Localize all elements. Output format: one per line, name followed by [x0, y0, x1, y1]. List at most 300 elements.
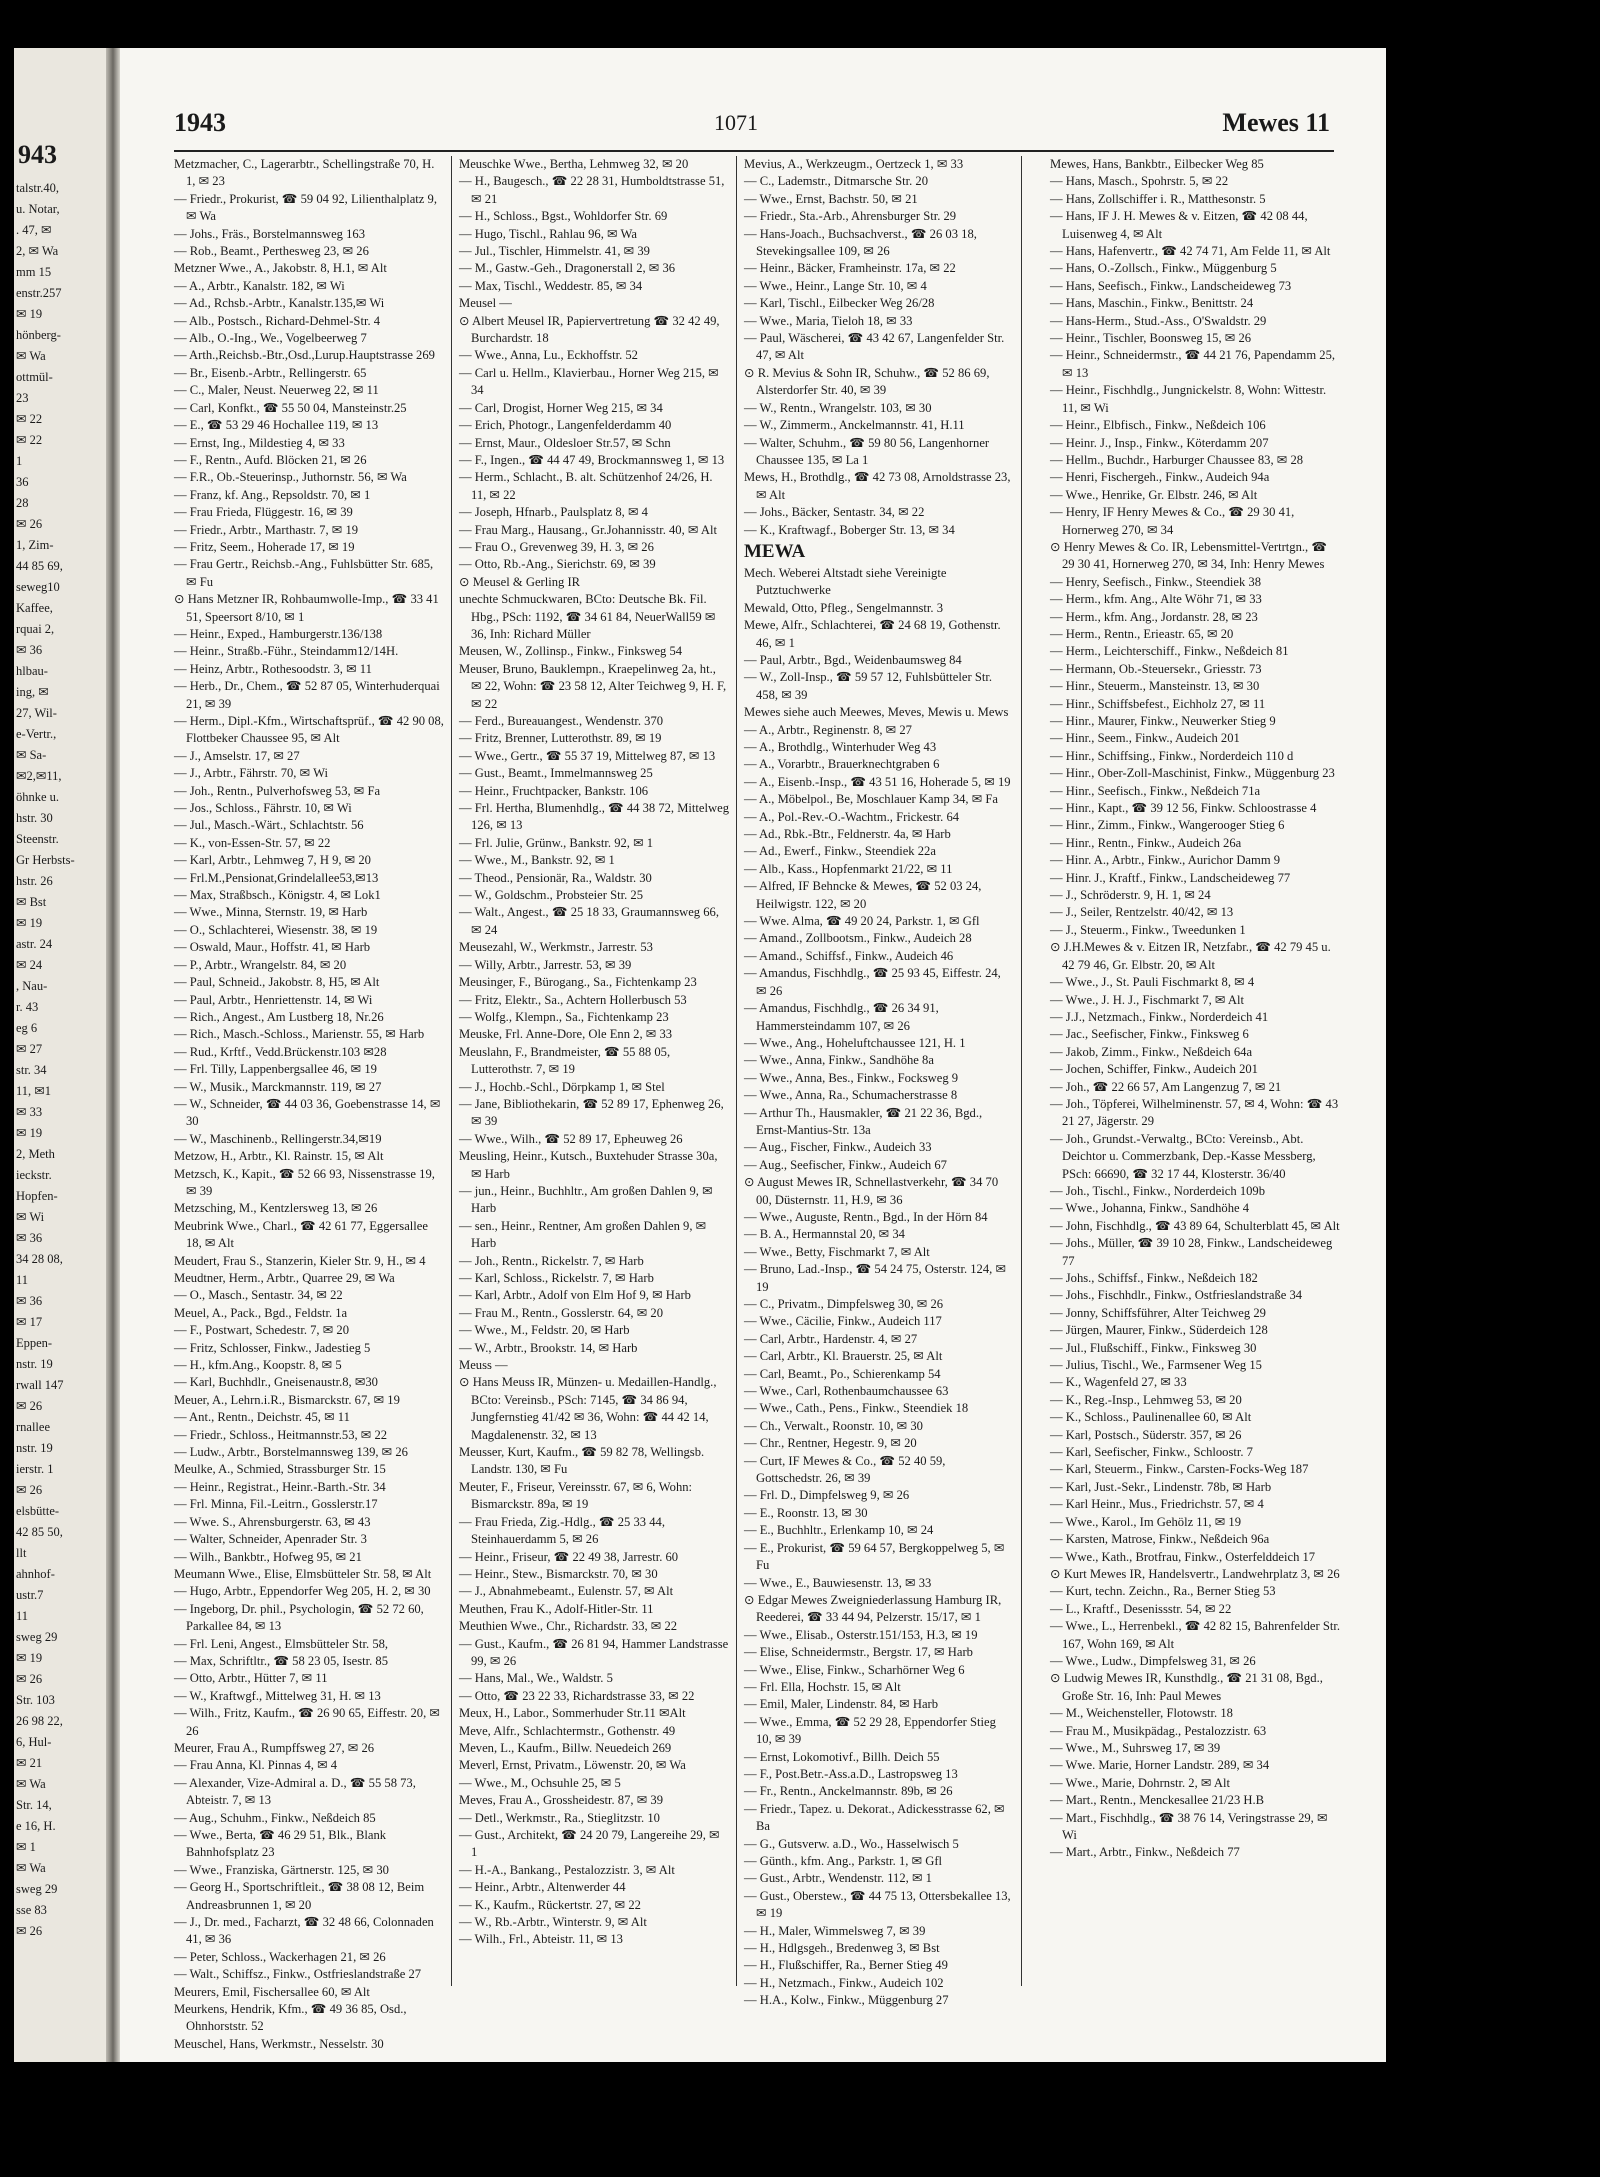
directory-entry: — Karl, Steuerm., Finkw., Carsten-Focks-Weg 187: [1050, 1462, 1309, 1477]
directory-entry: — Rob., Beamt., Perthesweg 23, ✉ 26: [174, 244, 369, 259]
directory-entry: — Friedr., Tapez. u. Dekorat., Adickesstrasse 62, ✉ Ba: [744, 1801, 1005, 1834]
page-number: 1071: [714, 110, 758, 135]
directory-entry: — Heinr., Straßb.-Führ., Steindamm12/14H.: [174, 644, 399, 659]
directory-entry: — Amand., Zollbootsm., Finkw., Audeich 28: [744, 931, 972, 946]
directory-entry: Meusel —: [459, 296, 512, 311]
directory-entry: Metzsching, M., Kentzlersweg 13, ✉ 26: [174, 1201, 378, 1216]
previous-page-line: e 16, H.: [16, 1819, 56, 1833]
directory-entry: — Ant., Rentn., Deichstr. 45, ✉ 11: [174, 1410, 350, 1425]
directory-entry: — Walt., Schiffsz., Finkw., Ostfrieslandstraße 27: [174, 1967, 422, 1982]
directory-entry: — Peter, Schloss., Wackerhagen 21, ✉ 26: [174, 1949, 386, 1964]
directory-entry: — Wwe., Carl, Rothenbaumchaussee 63: [744, 1384, 949, 1399]
directory-entry: — Otto, Rb.-Ang., Sierichstr. 69, ✉ 39: [459, 557, 656, 572]
directory-entry: — Wwe., Ang., Hoheluftchaussee 121, H. 1: [744, 1035, 966, 1050]
previous-page-line: 1, Zim-: [16, 538, 54, 552]
directory-entry: — Aug., Schuhm., Finkw., Neßdeich 85: [174, 1810, 376, 1825]
directory-entry: — Frl. Tilly, Lappenbergsallee 46, ✉ 19: [174, 1062, 377, 1077]
previous-page-text: [14, 178, 106, 1942]
directory-entry: — Julius, Tischl., We., Farmsener Weg 15: [1050, 1358, 1262, 1373]
directory-entry: — Gust., Kaufm., ☎ 26 81 94, Hammer Landstrasse 99, ✉ 26: [459, 1636, 729, 1668]
directory-entry: — H.A., Kolw., Finkw., Müggenburg 27: [744, 1993, 949, 2008]
directory-entry: — Alfred, IF Behncke & Mewes, ☎ 52 03 24, Heilwigstr. 122, ✉ 20: [744, 879, 982, 911]
directory-entry: — Heinr., Fischhdlg., Jungnickelstr. 8, Wohn: Wittestr. 11, ✉ Wi: [1050, 383, 1327, 415]
directory-entry: — Frl. Julie, Grünw., Bankstr. 92, ✉ 1: [459, 835, 654, 850]
directory-entry: — Wwe., Johanna, Finkw., Sandhöhe 4: [1050, 1201, 1250, 1216]
directory-entry: — Frl. Minna, Fil.-Leitrn., Gosslerstr.17: [174, 1497, 378, 1512]
directory-entry: — Arth.,Reichsb.-Btr.,Osd.,Lurup.Hauptstrasse 269: [174, 348, 435, 363]
column-divider: [736, 156, 737, 1986]
previous-page-line: ✉ 26: [16, 1399, 43, 1413]
directory-entry: Meuschke Wwe., Bertha, Lehmweg 32, ✉ 20: [459, 157, 689, 171]
directory-entry: — E., Roonstr. 13, ✉ 30: [744, 1505, 868, 1520]
directory-entry: — Wilh., Bankbtr., Hofweg 95, ✉ 21: [174, 1549, 362, 1564]
directory-entry: — Jürgen, Maurer, Finkw., Süderdeich 128: [1050, 1323, 1268, 1338]
directory-entry: — K., Reg.-Insp., Lehmweg 53, ✉ 20: [1050, 1392, 1242, 1407]
directory-entry: — Heinr., Stew., Bismarckstr. 70, ✉ 30: [459, 1566, 658, 1581]
directory-entry: — Wwe., Ludw., Dimpfelsweg 31, ✉ 26: [1050, 1653, 1256, 1668]
directory-entry: — Wwe., Cäcilie, Finkw., Audeich 117: [744, 1314, 942, 1329]
directory-entry: — C., Lademstr., Ditmarsche Str. 20: [744, 174, 928, 189]
directory-entry: ⊙ Kurt Mewes IR, Handelsvertr., Landwehrplatz 3, ✉ 26: [1050, 1566, 1340, 1581]
directory-entry: ⊙ J.H.Mewes & v. Eitzen IR, Netzfabr., ☎ 42 79 45 u. 42 79 46, Gr. Elbstr. 20, ✉ Alt: [1050, 940, 1331, 972]
directory-entry: — Herm., kfm. Ang., Alte Wöhr 71, ✉ 33: [1050, 592, 1262, 607]
directory-entry: ⊙ Henry Mewes & Co. IR, Lebensmittel-Vertrtgn., ☎ 29 30 41, Hornerweg 270, ✉ 34, Inh: Henry Mewes: [1050, 539, 1328, 572]
column-divider: [451, 156, 452, 1986]
directory-entry: — Erich, Photogr., Langenfelderdamm 40: [459, 418, 672, 433]
directory-entry: — Hans, Maschin., Finkw., Benittstr. 24: [1050, 296, 1254, 311]
directory-entry: — J., Schröderstr. 9, H. 1, ✉ 24: [1050, 888, 1211, 903]
directory-entry: Meverl, Ernst, Privatm., Löwenstr. 20, ✉ Wa: [459, 1758, 686, 1773]
column-1: [174, 156, 444, 2051]
directory-entry: — Johs., Bäcker, Sentastr. 34, ✉ 22: [744, 505, 925, 520]
directory-entry: — Heinr., Schneidermstr., ☎ 44 21 76, Papendamm 25, ✉ 13: [1050, 348, 1336, 380]
previous-page-line: ✉ Wa: [16, 349, 46, 363]
directory-entry: — Amandus, Fischhdlg., ☎ 26 34 91, Hammersteindamm 107, ✉ 26: [744, 1001, 939, 1033]
directory-entry: — J., Arbtr., Fährstr. 70, ✉ Wi: [174, 766, 328, 781]
directory-entry: — Rich., Angest., Am Lustberg 18, Nr.26: [174, 1009, 384, 1024]
directory-entry: — Br., Eisenb.-Arbtr., Rellingerstr. 65: [174, 365, 367, 380]
directory-entry: Meudert, Frau S., Stanzerin, Kieler Str. 9, H., ✉ 4: [174, 1253, 426, 1268]
directory-entry: — Frau M., Rentn., Gosslerstr. 64, ✉ 20: [459, 1305, 664, 1320]
directory-entry: ⊙ Meusel & Gerling IR: [459, 574, 581, 589]
directory-entry: — W., Maschinenb., Rellingerstr.34,✉19: [174, 1131, 382, 1146]
directory-entry: — Otto, ☎ 23 22 33, Richardstrasse 33, ✉ 22: [459, 1688, 695, 1703]
directory-entry: — Hinr. A., Arbtr., Finkw., Aurichor Damm 9: [1050, 853, 1281, 868]
directory-entry: — Bruno, Lad.-Insp., ☎ 54 24 75, Osterstr. 124, ✉ 19: [744, 1262, 1007, 1294]
directory-entry: — H., Hdlgsgeh., Bredenweg 3, ✉ Bst: [744, 1941, 940, 1956]
previous-page-line: rwall 147: [16, 1378, 64, 1392]
directory-entry: — Wwe., M., Ochsuhle 25, ✉ 5: [459, 1775, 621, 1790]
directory-entry: — Hinr., Ober-Zoll-Maschinist, Finkw., Müggenburg 23: [1050, 766, 1335, 781]
previous-page-line: , Nau-: [16, 979, 48, 993]
directory-entry: — Wwe., Anna, Bes., Finkw., Focksweg 9: [744, 1070, 959, 1085]
directory-entry: — F., Rentn., Aufd. Blöcken 21, ✉ 26: [174, 452, 367, 467]
directory-entry: — A., Pol.-Rev.-O.-Wachtm., Frickestr. 64: [744, 809, 960, 824]
directory-entry: — Hans, IF J. H. Mewes & v. Eitzen, ☎ 42 08 44, Luisenweg 4, ✉ Alt: [1050, 209, 1308, 241]
directory-entry: — Wwe., Elise, Finkw., Scharhörner Weg 6: [744, 1662, 965, 1677]
directory-entry: Mewes siehe auch Meewes, Meves, Mewis u. Mews: [744, 705, 1009, 720]
directory-entry: — Carl, Konfkt., ☎ 55 50 04, Mansteinstr.25: [174, 400, 407, 415]
directory-entry: — Johs., Fräs., Borstelmannsweg 163: [174, 226, 365, 241]
directory-entry: — Wwe., Anna, Finkw., Sandhöhe 8a: [744, 1053, 934, 1068]
previous-page-line: . 47, ✉: [16, 223, 52, 237]
page-header: [174, 108, 1330, 142]
directory-entry: — Gust., Architekt, ☎ 24 20 79, Langereihe 29, ✉ 1: [459, 1828, 720, 1860]
directory-entry: — Frau O., Grevenweg 39, H. 3, ✉ 26: [459, 539, 654, 554]
directory-entry: — Hinr., Schiffsbefest., Eichholz 27, ✉ 11: [1050, 696, 1266, 711]
directory-entry: — F., Postwart, Schedestr. 7, ✉ 20: [174, 1323, 350, 1338]
directory-entry: — C., Privatm., Dimpfelsweg 30, ✉ 26: [744, 1297, 944, 1311]
directory-entry: — H., Baugesch., ☎ 22 28 31, Humboldtstrasse 51, ✉ 21: [459, 174, 725, 206]
directory-entry: — Alb., Kass., Hopfenmarkt 21/22, ✉ 11: [744, 861, 953, 876]
directory-entry: — Fr., Rentn., Anckelmannstr. 89b, ✉ 26: [744, 1784, 953, 1799]
directory-entry: — Alexander, Vize-Admiral a. D., ☎ 55 58 73, Abteistr. 7, ✉ 13: [174, 1775, 416, 1808]
directory-entry: — Frl. Leni, Angest., Elmsbütteler Str. 58,: [174, 1636, 389, 1651]
directory-entry: — Rud., Krftf., Vedd.Brückenstr.103 ✉28: [174, 1044, 387, 1059]
previous-page-line: ierstr. 1: [16, 1462, 54, 1476]
previous-page-line: 28: [16, 496, 29, 510]
directory-entry: — Jul., Tischler, Himmelstr. 41, ✉ 39: [459, 244, 650, 259]
previous-page-line: Hopfen-: [16, 1189, 58, 1203]
directory-entry: — Johs., Fischhdlr., Finkw., Ostfrieslandstraße 34: [1050, 1288, 1303, 1303]
directory-entry: — Curt, IF Mewes & Co., ☎ 52 40 59, Gottschedstr. 26, ✉ 39: [744, 1453, 946, 1486]
directory-entry: ⊙ Ludwig Mewes IR, Kunsthdlg., ☎ 21 31 08, Bgd., Große Str. 16, Inh: Paul Mewes: [1050, 1671, 1323, 1703]
previous-page-year: 943: [18, 140, 57, 169]
previous-page-line: 11: [16, 1273, 29, 1287]
directory-entry: — A., Arbtr., Kanalstr. 182, ✉ Wi: [174, 278, 345, 293]
directory-entry: — Johs., Müller, ☎ 39 10 28, Finkw., Landscheideweg 77: [1050, 1236, 1333, 1268]
directory-entry: Meven, L., Kaufm., Billw. Neuedeich 269: [459, 1740, 672, 1755]
previous-page-line: Eppen-: [16, 1336, 53, 1350]
directory-entry: — Amand., Schiffsf., Finkw., Audeich 46: [744, 948, 954, 963]
previous-page-line: rnallee: [16, 1420, 51, 1434]
directory-entry: Meuss —: [459, 1358, 508, 1373]
previous-page-line: e-Vertr.,: [16, 727, 57, 741]
directory-entry: — E., Buchhltr., Erlenkamp 10, ✉ 24: [744, 1523, 934, 1538]
directory-entry: — Hinr., Schiffsing., Finkw., Norderdeich 110 d: [1050, 748, 1294, 763]
directory-entry: — Gust., Oberstew., ☎ 44 75 13, Ottersbekallee 13, ✉ 19: [744, 1888, 1011, 1921]
directory-entry: — Wwe., Wilh., ☎ 52 89 17, Epheuweg 26: [459, 1131, 683, 1146]
directory-entry: — Hans-Herm., Stud.-Ass., O'Swaldstr. 29: [1050, 313, 1267, 328]
directory-entry: — W., Arbtr., Brookstr. 14, ✉ Harb: [459, 1340, 638, 1355]
directory-entry: — H., Netzmach., Finkw., Audeich 102: [744, 1975, 944, 1990]
directory-entry: — Hinr., Rentn., Finkw., Audeich 26a: [1050, 835, 1242, 850]
directory-entry: Mews, H., Brothdlg., ☎ 42 73 08, Arnoldstrasse 23, ✉ Alt: [744, 470, 1011, 502]
directory-entry: — Walt., Angest., ☎ 25 18 33, Graumannsweg 66, ✉ 24: [459, 905, 719, 937]
directory-entry: — J., Dr. med., Facharzt, ☎ 32 48 66, Colonnaden 41, ✉ 36: [174, 1915, 434, 1947]
directory-entry: ⊙ Albert Meusel IR, Papiervertretung ☎ 32 42 49, Burchardstr. 18: [459, 313, 720, 346]
directory-entry: — Frau Anna, Kl. Pinnas 4, ✉ 4: [174, 1758, 338, 1773]
directory-entry: Meulke, A., Schmied, Strassburger Str. 15: [174, 1462, 386, 1477]
previous-page-line: r. 43: [16, 1000, 39, 1014]
directory-entry: — Elise, Schneidermstr., Bergstr. 17, ✉ Harb: [744, 1645, 973, 1660]
directory-entry: — Aug., Fischer, Finkw., Audeich 33: [744, 1140, 932, 1155]
directory-entry: — Wwe., Emma, ☎ 52 29 28, Eppendorfer Stieg 10, ✉ 39: [744, 1714, 996, 1747]
directory-entry: — Jonny, Schiffsführer, Alter Teichweg 29: [1050, 1305, 1266, 1320]
directory-entry: — A., Eisenb.-Insp., ☎ 43 51 16, Hoherade 5, ✉ 19: [744, 774, 1011, 789]
directory-entry: — Mart., Arbtr., Finkw., Neßdeich 77: [1050, 1845, 1240, 1860]
directory-entry: — Herm., Schlacht., B. alt. Schützenhof 24/26, H. 11, ✉ 22: [459, 470, 713, 502]
previous-page-line: elsbütte-: [16, 1504, 60, 1518]
directory-entry: Meusser, Kurt, Kaufm., ☎ 59 82 78, Wellingsb. Landstr. 130, ✉ Fu: [459, 1445, 705, 1477]
previous-page-line: 2, Meth: [16, 1147, 55, 1161]
previous-page-line: llt: [16, 1546, 27, 1560]
directory-entry: — Hans, Seefisch., Finkw., Landscheideweg 73: [1050, 278, 1292, 293]
directory-entry: — W., Musik., Marckmannstr. 119, ✉ 27: [174, 1079, 382, 1094]
previous-page-line: ✉ 33: [16, 1105, 43, 1119]
directory-entry: — Hinr. J., Kraftf., Finkw., Landscheideweg 77: [1050, 870, 1291, 885]
directory-entry: Meuter, F., Friseur, Vereinsstr. 67, ✉ 6, Wohn: Bismarckstr. 89a, ✉ 19: [459, 1479, 693, 1512]
previous-page-line: nstr. 19: [16, 1357, 53, 1371]
directory-entry: Meurkens, Hendrik, Kfm., ☎ 49 36 85, Osd., Ohnhorststr. 52: [174, 2002, 407, 2034]
directory-entry: MEWA: [744, 540, 806, 562]
previous-page-line: sweg 29: [16, 1630, 58, 1644]
directory-entry: — Paul, Wäscherei, ☎ 43 42 67, Langenfelder Str. 47, ✉ Alt: [744, 331, 1005, 363]
previous-page-line: 42 85 50,: [16, 1525, 63, 1539]
previous-page-line: ✉ Wa: [16, 1777, 46, 1791]
directory-entry: — Kurt, techn. Zeichn., Ra., Berner Stieg 53: [1050, 1584, 1276, 1599]
directory-entry: — Hellm., Buchdr., Harburger Chaussee 83, ✉ 28: [1050, 452, 1304, 467]
directory-entry: Metzsch, K., Kapit., ☎ 52 66 93, Nissenstrasse 19, ✉ 39: [174, 1166, 435, 1198]
directory-entry: — H., kfm.Ang., Koopstr. 8, ✉ 5: [174, 1358, 342, 1373]
directory-entry: Meves, Frau A., Grossheidestr. 87, ✉ 39: [459, 1793, 663, 1808]
previous-page-line: hstr. 30: [16, 811, 53, 825]
directory-entry: — Joh., ☎ 22 66 57, Am Langenzug 7, ✉ 21: [1050, 1079, 1282, 1094]
directory-entry: — J., Abnahmebeamt., Eulenstr. 57, ✉ Alt: [459, 1584, 674, 1599]
previous-page-line: ✉ 26: [16, 517, 43, 531]
previous-page-line: 6, Hul-: [16, 1735, 52, 1749]
book-gutter: [106, 48, 120, 2062]
previous-page-line: ✉ 1: [16, 1840, 36, 1854]
directory-entry: — Hermann, Ob.-Steuersekr., Griesstr. 73: [1050, 661, 1262, 676]
directory-entry: — Karl, Schloss., Rickelstr. 7, ✉ Harb: [459, 1271, 654, 1285]
directory-entry: — F., Ingen., ☎ 44 47 49, Brockmannsweg 1, ✉ 13: [459, 452, 725, 467]
previous-page-line: Gr Herbsts-: [16, 853, 75, 867]
previous-page-line: ✉ 26: [16, 1924, 43, 1938]
previous-page-line: ✉ 22: [16, 412, 43, 426]
directory-entry: Meve, Alfr., Schlachtermstr., Gothenstr. 49: [459, 1723, 676, 1738]
directory-entry: ⊙ August Mewes IR, Schnellastverkehr, ☎ 34 70 00, Düsternstr. 11, H.9, ✉ 36: [744, 1175, 999, 1207]
directory-entry: — H.-A., Bankang., Pestalozzistr. 3, ✉ Alt: [459, 1862, 675, 1877]
directory-entry: — Wwe., Anna, Lu., Eckhoffstr. 52: [459, 348, 638, 363]
directory-entry: — W., Rentn., Wrangelstr. 103, ✉ 30: [744, 400, 932, 415]
directory-entry: Meusling, Heinr., Kutsch., Buxtehuder Strasse 30a, ✉ Harb: [459, 1149, 718, 1181]
directory-entry: — Joh., Tischl., Finkw., Norderdeich 109b: [1050, 1183, 1266, 1198]
column-3: [744, 156, 1014, 2016]
directory-entry: — Ingeborg, Dr. phil., Psychologin, ☎ 52 72 60, Parkallee 84, ✉ 13: [174, 1601, 424, 1634]
previous-page-line: 44 85 69,: [16, 559, 63, 573]
directory-entry: Metzmacher, C., Lagerarbtr., Schellingstraße 70, H. 1, ✉ 23: [174, 157, 435, 189]
previous-page-line: ✉ 21: [16, 1756, 43, 1770]
directory-entry: — Frau Marg., Hausang., Gr.Johannisstr. 40, ✉ Alt: [459, 522, 717, 537]
directory-entry: Mech. Weberei Altstadt siehe Vereinigte Putztuchwerke: [744, 565, 947, 598]
directory-entry: — Ch., Verwalt., Roonstr. 10, ✉ 30: [744, 1418, 923, 1433]
previous-page-line: talstr.40,: [16, 181, 60, 195]
directory-entry: — Wwe. S., Ahrensburgerstr. 63, ✉ 43: [174, 1514, 371, 1529]
directory-entry: — Heinr. J., Insp., Finkw., Köterdamm 207: [1050, 435, 1269, 450]
directory-entry: — J., Seiler, Rentzelstr. 40/42, ✉ 13: [1050, 905, 1234, 920]
directory-entry: — Friedr., Sta.-Arb., Ahrensburger Str. 29: [744, 209, 957, 224]
directory-entry: — Carl, Beamt., Po., Schierenkamp 54: [744, 1366, 941, 1381]
directory-entry: — Hans-Joach., Buchsachverst., ☎ 26 03 18, Stevekingsallee 109, ✉ 26: [744, 226, 977, 259]
directory-entry: — Rich., Masch.-Schloss., Marienstr. 55, ✉ Harb: [174, 1027, 425, 1042]
previous-page-line: ✉ Wa: [16, 1861, 46, 1875]
directory-entry: — H., Flußschiffer, Ra., Berner Stieg 49: [744, 1958, 948, 1973]
directory-entry: — jun., Heinr., Buchhltr., Am großen Dahlen 9, ✉ Harb: [459, 1183, 713, 1216]
directory-entry: — Wwe., Betty, Fischmarkt 7, ✉ Alt: [744, 1244, 930, 1259]
directory-entry: — Hinr., Maurer, Finkw., Neuwerker Stieg 9: [1050, 714, 1276, 728]
directory-entry: Meusen, W., Zollinsp., Finkw., Finksweg 54: [459, 644, 683, 659]
directory-entry: Meusinger, F., Bürogang., Sa., Fichtenkamp 23: [459, 975, 697, 990]
running-head: Mewes 11: [1222, 108, 1330, 137]
directory-entry: — M., Weichensteller, Flotowstr. 18: [1050, 1706, 1233, 1721]
directory-entry: — Hinr., Steuerm., Mansteinstr. 13, ✉ 30: [1050, 679, 1260, 694]
directory-entry: — Jochen, Schiffer, Finkw., Audeich 201: [1050, 1062, 1258, 1077]
directory-entry: — Aug., Seefischer, Finkw., Audeich 67: [744, 1157, 947, 1172]
directory-entry: — Mart., Fischhdlg., ☎ 38 76 14, Veringstrasse 29, ✉ Wi: [1050, 1810, 1328, 1842]
header-year: 1943: [174, 108, 226, 137]
directory-entry: — Joh., Grundst.-Verwaltg., BCto: Vereinsb., Abt. Deichtor u. Commerzbank, Dep.-Kasse Messberg, PSch: 66690, ☎ 32 17 44, Klosterstr. 36/40: [1050, 1131, 1316, 1181]
directory-entry: — Jul., Flußschiff., Finkw., Finksweg 30: [1050, 1340, 1257, 1355]
directory-entry: Meuthien Wwe., Chr., Richardstr. 33, ✉ 22: [459, 1619, 678, 1634]
directory-entry: — Jane, Bibliothekarin, ☎ 52 89 17, Ephenweg 26, ✉ 39: [459, 1096, 724, 1129]
directory-entry: — W., Rb.-Arbtr., Winterstr. 9, ✉ Alt: [459, 1915, 647, 1930]
directory-entry: — K., von-Essen-Str. 57, ✉ 22: [174, 835, 331, 850]
directory-entry: Meuslahn, F., Brandmeister, ☎ 55 88 05, Lutterothstr. 7, ✉ 19: [459, 1044, 671, 1077]
scan-border-bottom: [0, 2062, 1600, 2177]
directory-entry: — Frau Frieda, Flüggestr. 16, ✉ 39: [174, 505, 353, 520]
directory-entry: — Joseph, Hfnarb., Paulsplatz 8, ✉ 4: [459, 505, 648, 520]
previous-page-line: enstr.257: [16, 286, 62, 300]
directory-entry: — Ludw., Arbtr., Borstelmannsweg 139, ✉ 26: [174, 1445, 408, 1460]
directory-entry: — Frau M., Musikpädag., Pestalozzistr. 63: [1050, 1723, 1267, 1738]
directory-entry: — Wwe., Kath., Brotfrau, Finkw., Osterfelddeich 17: [1050, 1549, 1316, 1564]
directory-entry: — Frau Frieda, Zig.-Hdlg., ☎ 25 33 44, Steinhauerdamm 5, ✉ 26: [459, 1514, 665, 1547]
previous-page-line: ✉ 24: [16, 958, 43, 972]
directory-entry: — K., Kaufm., Rückertstr. 27, ✉ 22: [459, 1897, 641, 1912]
column-4: [1050, 156, 1340, 2016]
directory-entry: — Ad., Rchsb.-Arbtr., Kanalstr.135,✉ Wi: [174, 296, 385, 311]
directory-entry: — Frau Gertr., Reichsb.-Ang., Fuhlsbütter Str. 685, ✉ Fu: [174, 557, 434, 589]
directory-entry: — P., Arbtr., Wrangelstr. 84, ✉ 20: [174, 957, 347, 972]
previous-page-line: sse 83: [16, 1903, 47, 1917]
previous-page-line: hönberg-: [16, 328, 61, 342]
directory-entry: — Joh., Töpferei, Wilhelminenstr. 57, ✉ 4, Wohn: ☎ 43 21 27, Jägerstr. 29: [1050, 1096, 1339, 1129]
directory-entry: — Fritz, Brenner, Lutterothstr. 89, ✉ 19: [459, 731, 662, 746]
previous-page-line: Steenstr.: [16, 832, 59, 846]
directory-entry: Mewe, Alfr., Schlachterei, ☎ 24 68 19, Gothenstr. 46, ✉ 1: [744, 618, 1001, 650]
previous-page-line: 27, Wil-: [16, 706, 57, 720]
directory-entry: — Wwe., Franziska, Gärtnerstr. 125, ✉ 30: [174, 1862, 389, 1877]
directory-entry: — Frl.M.,Pensionat,Grindelallee53,✉13: [174, 870, 379, 885]
directory-entry: — Theod., Pensionär, Ra., Waldstr. 30: [459, 870, 652, 885]
directory-entry: — K., Schloss., Paulinenallee 60, ✉ Alt: [1050, 1410, 1252, 1425]
scan-border-left: [0, 0, 14, 2177]
directory-entry: — Paul, Arbtr., Bgd., Weidenbaumsweg 84: [744, 652, 962, 667]
previous-page-line: ✉ 36: [16, 1294, 43, 1308]
directory-entry: ⊙ Edgar Mewes Zweigniederlassung Hamburg IR, Reederei, ☎ 33 44 94, Pelzerstr. 15/17, ✉ 1: [744, 1592, 1002, 1625]
directory-entry: — Jac., Seefischer, Finkw., Finksweg 6: [1050, 1027, 1249, 1042]
directory-entry: — Hans, Hafenvertr., ☎ 42 74 71, Am Felde 11, ✉ Alt: [1050, 244, 1331, 259]
directory-entry: — Ernst, Lokomotivf., Billh. Deich 55: [744, 1749, 940, 1764]
directory-entry: — Karl, Just.-Sekr., Lindenstr. 78b, ✉ Harb: [1050, 1479, 1272, 1494]
previous-page-line: u. Notar,: [16, 202, 60, 216]
directory-entry: — J.J., Netzmach., Finkw., Norderdeich 41: [1050, 1009, 1269, 1024]
header-rule: [174, 150, 1334, 152]
previous-page-line: ottmül-: [16, 370, 53, 384]
previous-page-line: ✉ Bst: [16, 895, 47, 909]
previous-page-line: Str. 14,: [16, 1798, 52, 1812]
directory-entry: Mevius, A., Werkzeugm., Oertzeck 1, ✉ 33: [744, 157, 964, 171]
directory-entry: — Wwe., Maria, Tieloh 18, ✉ 33: [744, 313, 913, 328]
previous-page-line: ✉ 36: [16, 1231, 43, 1245]
previous-page-line: 36: [16, 475, 29, 489]
directory-entry: — Walter, Schneider, Apenrader Str. 3: [174, 1532, 367, 1547]
previous-page-line: nstr. 19: [16, 1441, 53, 1455]
directory-entry: — Frl. Ella, Hochstr. 15, ✉ Alt: [744, 1679, 901, 1694]
directory-entry: — Otto, Arbtr., Hütter 7, ✉ 11: [174, 1671, 328, 1686]
directory-entry: — Karl, Postsch., Süderstr. 357, ✉ 26: [1050, 1427, 1242, 1442]
directory-entry: — A., Vorarbtr., Brauerknechtgraben 6: [744, 757, 940, 772]
directory-entry: — Heinr., Arbtr., Altenwerder 44: [459, 1880, 626, 1895]
directory-entry: — Carl u. Hellm., Klavierbau., Horner Weg 215, ✉ 34: [459, 365, 719, 398]
directory-entry: — Herb., Dr., Chem., ☎ 52 87 05, Winterhuderquai 21, ✉ 39: [174, 679, 440, 711]
previous-page-line: 1: [16, 454, 23, 468]
directory-entry: — Wwe., M., Bankstr. 92, ✉ 1: [459, 853, 615, 868]
directory-entry: — Friedr., Arbtr., Marthastr. 7, ✉ 19: [174, 522, 359, 537]
directory-entry: — Heinr., Friseur, ☎ 22 49 38, Jarrestr. 60: [459, 1549, 679, 1564]
previous-page-line: 26 98 22,: [16, 1714, 63, 1728]
directory-entry: — J., Steuerm., Finkw., Tweedunken 1: [1050, 922, 1246, 937]
directory-entry: — W., Kraftwgf., Mittelweg 31, H. ✉ 13: [174, 1688, 381, 1703]
directory-entry: — E., ☎ 53 29 46 Hochallee 119, ✉ 13: [174, 418, 379, 433]
directory-entry: — Friedr., Schloss., Heitmannstr.53, ✉ 22: [174, 1427, 388, 1442]
directory-entry: — Wwe. Marie, Horner Landstr. 289, ✉ 34: [1050, 1758, 1270, 1773]
previous-page-line: 34 28 08,: [16, 1252, 63, 1266]
directory-entry: — Henry, IF Henry Mewes & Co., ☎ 29 30 41, Hornerweg 270, ✉ 34: [1050, 505, 1295, 537]
directory-entry: Meudtner, Herm., Arbtr., Quarree 29, ✉ Wa: [174, 1271, 395, 1285]
directory-entry: — Johs., Schiffsf., Finkw., Neßdeich 182: [1050, 1271, 1258, 1285]
column-2: [459, 156, 729, 2016]
directory-entry: — Joh., Rentn., Pulverhofsweg 53, ✉ Fa: [174, 783, 381, 798]
directory-entry: — Heinr., Registrat., Heinr.-Barth.-Str. 34: [174, 1479, 386, 1494]
directory-entry: — K., Kraftwagf., Boberger Str. 13, ✉ 34: [744, 522, 955, 537]
directory-entry: — Heinr., Exped., Hamburgerstr.136/138: [174, 626, 383, 641]
scan-border-top: [0, 0, 1600, 48]
previous-page-line: ✉ 19: [16, 1651, 43, 1665]
directory-entry: — Heinz, Arbtr., Rothesoodstr. 3, ✉ 11: [174, 661, 372, 676]
directory-entry: — Wwe., M., Feldstr. 20, ✉ Harb: [459, 1323, 630, 1338]
directory-entry: — A., Arbtr., Reginenstr. 8, ✉ 27: [744, 722, 912, 737]
directory-entry: Metzow, H., Arbtr., Kl. Rainstr. 15, ✉ Alt: [174, 1149, 384, 1164]
directory-entry: — Franz, kf. Ang., Repsoldstr. 70, ✉ 1: [174, 487, 371, 502]
directory-entry: — W., Schneider, ☎ 44 03 36, Goebenstrasse 14, ✉ 30: [174, 1096, 441, 1129]
directory-entry: — A., Möbelpol., Be, Moschlauer Kamp 34, ✉ Fa: [744, 792, 999, 807]
directory-entry: — Gust., Arbtr., Wendenstr. 112, ✉ 1: [744, 1871, 932, 1886]
previous-page-line: 2, ✉ Wa: [16, 244, 59, 258]
directory-entry: — Jos., Schloss., Fährstr. 10, ✉ Wi: [174, 801, 352, 816]
directory-entry: — Hans, Masch., Spohrstr. 5, ✉ 22: [1050, 174, 1229, 189]
directory-entry: — Hans, Mal., We., Waldstr. 5: [459, 1671, 613, 1686]
directory-entry: — Wwe., Auguste, Rentn., Bgd., In der Hörn 84: [744, 1209, 988, 1224]
previous-page-line: ✉ 27: [16, 1042, 43, 1056]
directory-entry: Meurer, Frau A., Rumpffsweg 27, ✉ 26: [174, 1740, 375, 1755]
directory-entry: — Karl, Arbtr., Adolf von Elm Hof 9, ✉ Harb: [459, 1288, 691, 1303]
directory-entry: — Wwe., J. H. J., Fischmarkt 7, ✉ Alt: [1050, 992, 1244, 1007]
directory-entry: — Arthur Th., Hausmakler, ☎ 21 22 36, Bgd., Ernst-Mantius-Str. 13a: [744, 1105, 983, 1137]
previous-page-line: seweg10: [16, 580, 60, 594]
previous-page-line: ing, ✉: [16, 685, 49, 699]
